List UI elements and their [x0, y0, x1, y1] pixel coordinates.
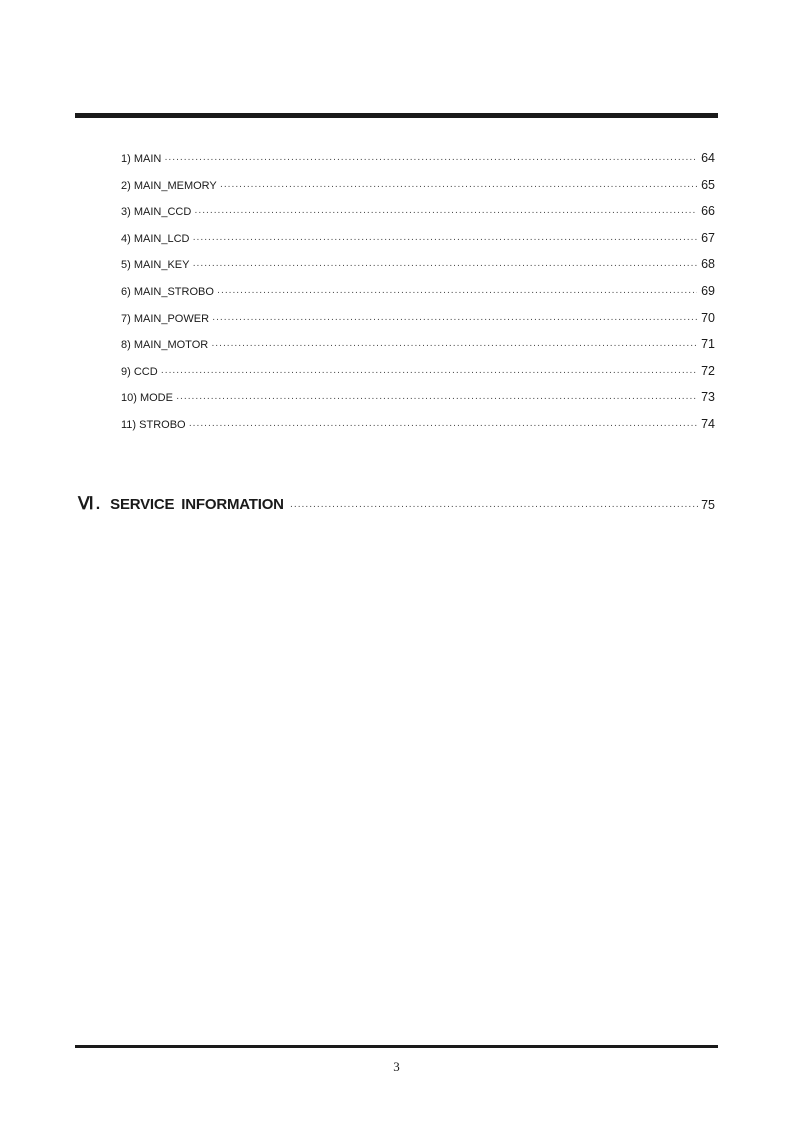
toc-entry-ccd[interactable] — [121, 363, 715, 390]
bottom-rule — [75, 1045, 718, 1048]
toc-entry-mode[interactable] — [121, 389, 715, 416]
toc-list — [121, 150, 715, 443]
toc-entry-page: 64 — [701, 151, 715, 165]
toc-leader-dots — [176, 390, 697, 407]
toc-entry-label: 7) MAIN_POWER — [121, 312, 210, 325]
toc-leader-dots — [192, 257, 697, 274]
section-page: 75 — [701, 498, 715, 512]
toc-leader-dots — [211, 337, 697, 354]
toc-entry-main-memory[interactable] — [121, 177, 715, 204]
section-title: SERVICE INFORMATION — [110, 496, 284, 513]
toc-entry-page: 71 — [701, 337, 715, 352]
toc-entry-main-motor[interactable] — [121, 336, 715, 363]
toc-entry-main-key[interactable] — [121, 256, 715, 283]
toc-entry-main-ccd[interactable] — [121, 203, 715, 230]
toc-leader-dots — [192, 231, 697, 248]
toc-entry-label: 1) MAIN — [121, 153, 162, 165]
toc-entry-page: 74 — [701, 416, 715, 431]
toc-leader-dots — [217, 284, 697, 301]
section-leader-dots — [290, 501, 699, 512]
toc-entry-page: 66 — [701, 204, 715, 219]
toc-entry-page: 73 — [701, 390, 715, 405]
toc-entry-label: 4) MAIN_LCD — [121, 232, 190, 245]
toc-leader-dots — [220, 178, 697, 195]
toc-entry-label: 9) CCD — [121, 365, 158, 378]
toc-entry-page: 67 — [701, 230, 715, 245]
toc-entry-page: 72 — [701, 363, 715, 378]
toc-section-service-information[interactable] — [78, 494, 715, 514]
toc-entry-label: 2) MAIN_MEMORY — [121, 179, 217, 192]
toc-entry-label: 10) MODE — [121, 392, 173, 405]
toc-entry-page: 69 — [701, 283, 715, 298]
toc-entry-main-power[interactable] — [121, 310, 715, 337]
section-numeral: Ⅵ — [78, 494, 94, 513]
toc-entry-label: 8) MAIN_MOTOR — [121, 339, 209, 352]
toc-entry-main[interactable] — [121, 150, 715, 177]
toc-entry-main-strobo[interactable] — [121, 283, 715, 310]
toc-leader-dots — [164, 151, 697, 168]
section-separator: . — [95, 496, 101, 513]
toc-leader-dots — [189, 417, 698, 434]
toc-entry-label: 3) MAIN_CCD — [121, 206, 192, 219]
toc-leader-dots — [161, 364, 697, 381]
toc-entry-page: 70 — [701, 310, 715, 325]
page-number: 3 — [393, 1059, 400, 1074]
toc-entry-label: 6) MAIN_STROBO — [121, 285, 214, 298]
toc-entry-page: 65 — [701, 177, 715, 192]
toc-entry-label: 11) STROBO — [121, 418, 186, 431]
toc-leader-dots — [212, 311, 697, 328]
toc-leader-dots — [194, 204, 697, 221]
toc-entry-strobo[interactable] — [121, 416, 715, 443]
toc-entry-label: 5) MAIN_KEY — [121, 259, 190, 272]
top-rule — [75, 113, 718, 118]
toc-entry-main-lcd[interactable] — [121, 230, 715, 257]
toc-entry-page: 68 — [701, 257, 715, 272]
